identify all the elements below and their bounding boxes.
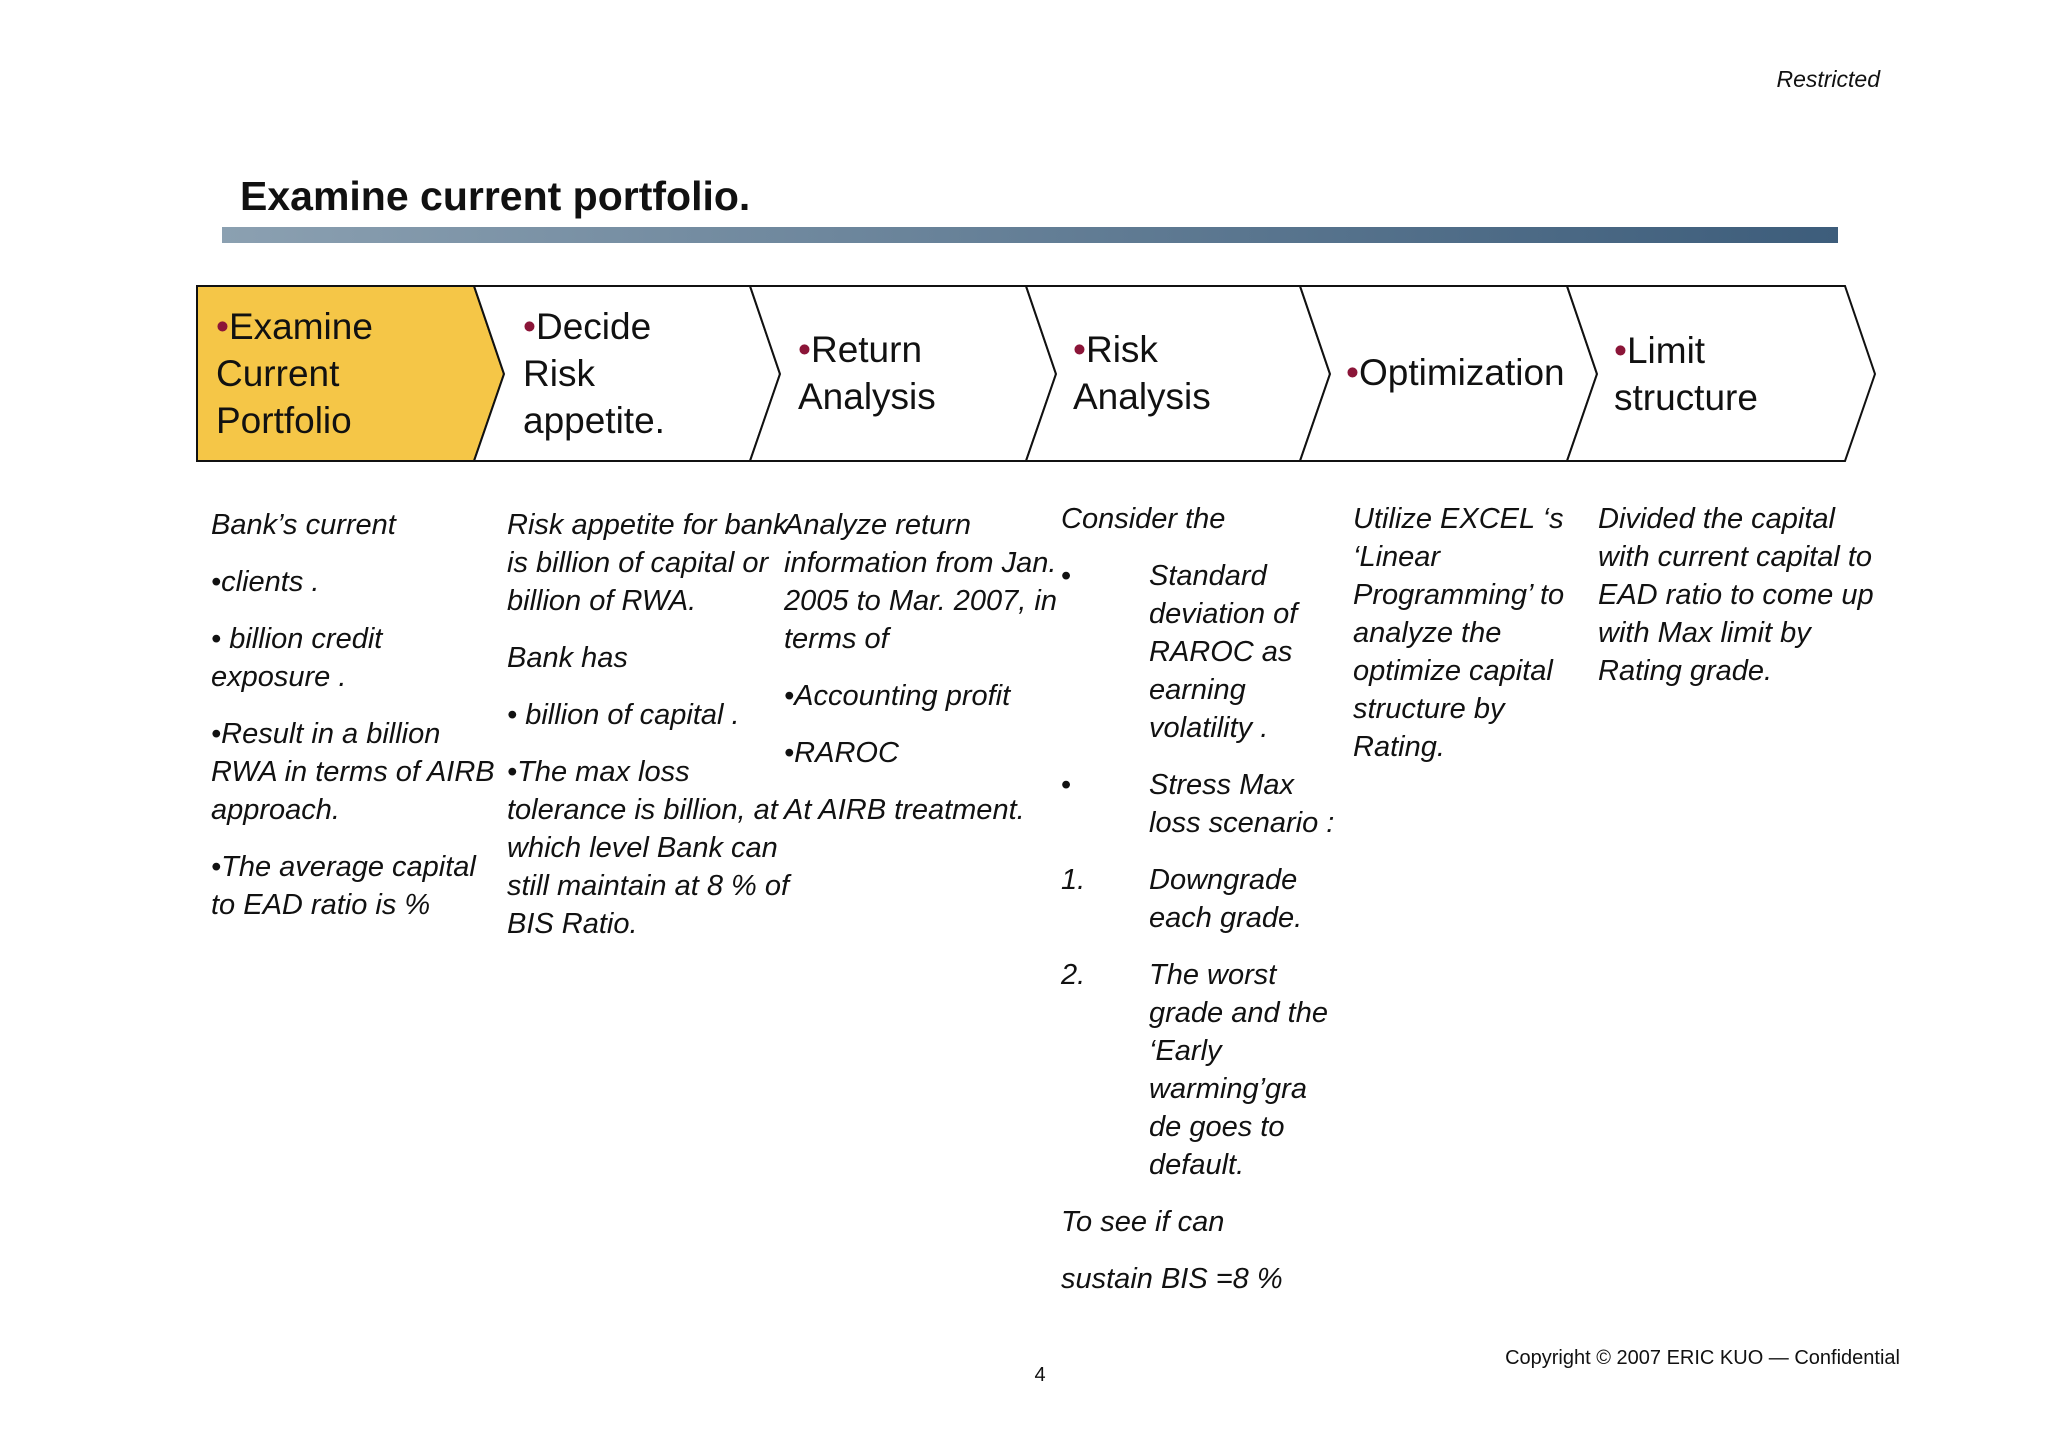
column-optimization — [1353, 500, 1598, 785]
list-item-text: Stress Max loss scenario : — [1149, 769, 1335, 839]
column-risk-appetite — [507, 506, 792, 962]
copyright-notice: Copyright © 2007 ERIC KUO — Confidential — [1505, 1347, 1900, 1369]
column-text: Utilize EXCEL ‘s ‘Linear Programming’ to analyze the optimize capital structure by Rating. — [1353, 503, 1565, 763]
column-text: Analyze return information from Jan. 2005 to Mar. 2007, in terms of — [784, 509, 1057, 655]
process-step-4-label — [1073, 326, 1211, 420]
column-risk-analysis — [1061, 500, 1343, 1317]
column-text: sustain BIS =8 % — [1061, 1263, 1283, 1295]
bullet-icon: • — [216, 306, 229, 347]
column-text: Bank has — [507, 642, 628, 674]
column-text: To see if can — [1061, 1206, 1225, 1238]
step-line: Portfolio — [216, 400, 352, 441]
bullet-icon: • — [523, 306, 536, 347]
column-limit-structure — [1598, 500, 1883, 709]
classification-label: Restricted — [1776, 66, 1880, 92]
step-line: Return — [810, 329, 923, 370]
step-line: Decide — [535, 306, 652, 347]
column-text: •RAROC — [784, 737, 899, 769]
column-text: Divided the capital with current capital to EAD ratio to come up with Max limit by Rating grade. — [1598, 503, 1874, 687]
step-line: Risk — [523, 353, 595, 394]
column-return-analysis — [784, 506, 1062, 848]
list-number: 1. — [1061, 864, 1086, 896]
step-line: Risk — [1085, 329, 1158, 370]
column-text: • billion credit exposure . — [211, 623, 383, 693]
step-line: structure — [1614, 377, 1758, 418]
bullet-icon: • — [1061, 560, 1072, 592]
list-item — [1061, 766, 1343, 842]
column-text: •Result in a billion RWA in terms of AIRB approach. — [211, 718, 495, 826]
process-step-3-label — [798, 326, 936, 420]
list-item-text: Standard deviation of RAROC as earning volatility . — [1149, 560, 1298, 744]
column-text: At AIRB treatment. — [784, 794, 1025, 826]
bullet-icon: • — [1614, 330, 1627, 371]
bullet-icon: • — [798, 329, 811, 370]
list-item-text: The worst grade and the ‘Early warming’gra de goes to default. — [1149, 959, 1328, 1181]
column-text: Bank’s current — [211, 509, 396, 541]
bullet-icon: • — [1073, 329, 1086, 370]
column-text: •Accounting profit — [784, 680, 1011, 712]
page-number: 4 — [1034, 1364, 1046, 1386]
column-text: •The average capital to EAD ratio is % — [211, 851, 476, 921]
process-step-6-label — [1614, 327, 1758, 421]
bullet-icon: • — [1061, 769, 1072, 801]
step-line: Analysis — [1073, 376, 1211, 417]
step-line: Optimization — [1358, 352, 1565, 393]
process-step-5-label — [1346, 349, 1565, 396]
column-text: Risk appetite for bank is billion of capital or billion of RWA. — [507, 509, 788, 617]
list-number: 2. — [1061, 959, 1086, 991]
step-line: appetite. — [523, 400, 665, 441]
list-item — [1061, 861, 1343, 937]
step-line: Examine — [228, 306, 373, 347]
bullet-icon: • — [1346, 352, 1359, 393]
list-item-text: Downgrade each grade. — [1149, 864, 1303, 934]
list-item — [1061, 956, 1343, 1184]
list-item — [1061, 557, 1343, 747]
column-examine-portfolio — [211, 506, 496, 943]
column-text: Consider the — [1061, 503, 1226, 535]
step-line: Limit — [1626, 330, 1706, 371]
column-text: •The max loss tolerance is billion, at which level Bank can still maintain at 8 % of BIS Ratio. — [507, 756, 790, 940]
step-line: Current — [216, 353, 340, 394]
column-text: • billion of capital . — [507, 699, 740, 731]
step-line: Analysis — [798, 376, 936, 417]
column-text: •clients . — [211, 566, 320, 598]
slide-title: Examine current portfolio. — [240, 173, 751, 219]
process-step-2-label — [523, 303, 665, 444]
process-step-1-label — [216, 303, 373, 444]
